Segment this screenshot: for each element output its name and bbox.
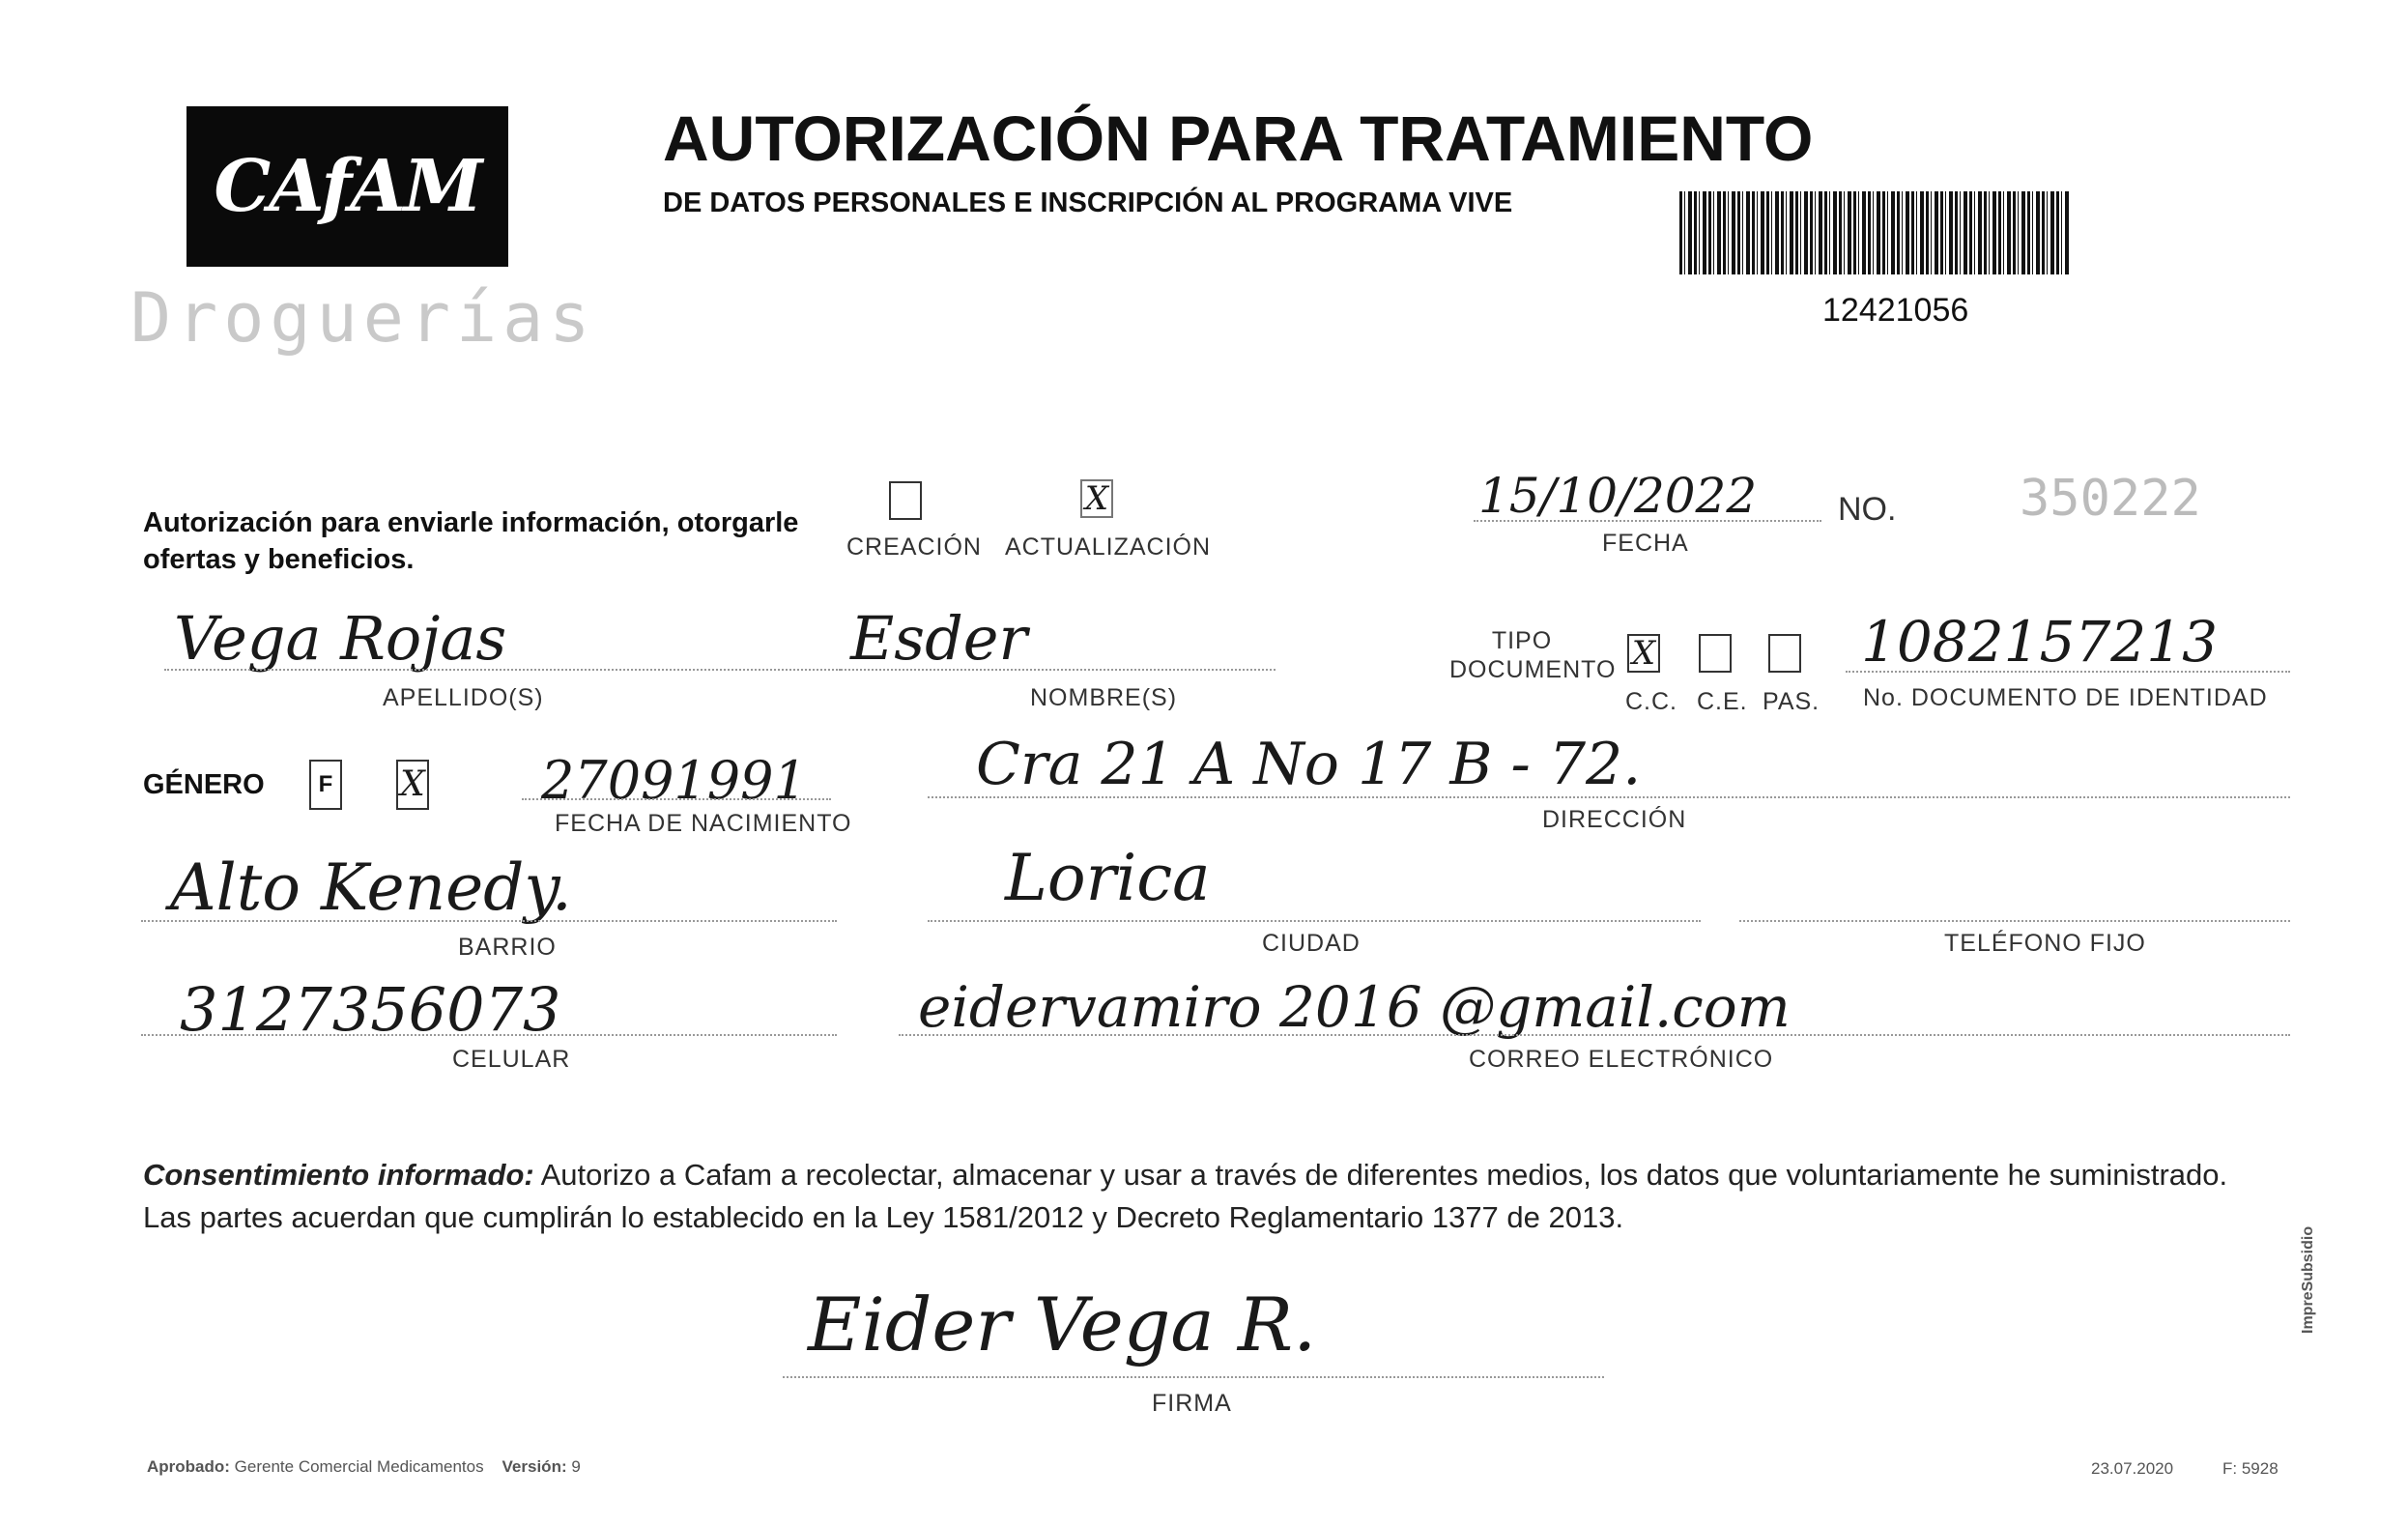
fecha-value[interactable]: 15/10/2022 — [1478, 468, 1758, 524]
barrio-label: BARRIO — [458, 934, 557, 961]
documento-value[interactable]: 1082157213 — [1861, 609, 2219, 675]
genero-m-checkbox[interactable] — [396, 760, 429, 810]
fecha-label: FECHA — [1602, 530, 1689, 557]
actualizacion-mark: X — [1084, 479, 1109, 518]
apellidos-line — [164, 669, 841, 671]
correo-value[interactable]: eidervamiro 2016 @gmail.com — [918, 974, 1791, 1040]
direccion-line — [928, 796, 2290, 798]
signature-line — [783, 1376, 1604, 1378]
celular-label: CELULAR — [452, 1046, 571, 1073]
consent-text: Autorizo a Cafam a recolectar, almacenar y usar a través de diferentes medios, los datos que voluntariamente he suministrado. Las partes acuerdan que cumplirán lo establecido en la Ley 1581/2012 y Decreto Reglamentario 1377 de 2013. — [143, 1158, 2228, 1234]
barcode-number: 12421056 — [1822, 292, 1969, 329]
nacimiento-line — [522, 798, 831, 800]
documento-line — [1846, 671, 2290, 673]
no-value: 350222 — [2020, 470, 2201, 528]
no-label: NO. — [1838, 491, 1897, 528]
barrio-line — [141, 920, 837, 922]
ce-label: C.E. — [1697, 688, 1748, 715]
logo-subtitle: Droguerías — [130, 278, 596, 358]
footer-date: 23.07.2020 — [2091, 1459, 2174, 1478]
form-subtitle: DE DATOS PERSONALES E INSCRIPCIÓN AL PROGRAMA VIVE — [663, 187, 1513, 218]
cc-checkbox[interactable] — [1627, 634, 1660, 673]
ciudad-line — [928, 920, 1701, 922]
apellidos-label: APELLIDO(S) — [383, 684, 544, 711]
footer-form-code: F: 5928 — [2222, 1459, 2279, 1478]
signature-value[interactable]: Eider Vega R. — [808, 1281, 1317, 1368]
celular-value[interactable]: 3127356073 — [180, 974, 561, 1045]
actualizacion-checkbox[interactable] — [1080, 479, 1113, 518]
celular-line — [141, 1034, 837, 1036]
pas-checkbox[interactable] — [1768, 634, 1801, 673]
fecha-line — [1474, 520, 1821, 522]
direccion-label: DIRECCIÓN — [1542, 806, 1687, 833]
correo-label: CORREO ELECTRÓNICO — [1469, 1046, 1774, 1073]
telefono-line[interactable] — [1739, 920, 2290, 922]
genero-f-checkbox[interactable] — [309, 760, 342, 810]
footer-aprobado — [147, 1457, 581, 1477]
actualizacion-label: ACTUALIZACIÓN — [1005, 533, 1212, 561]
genero-f-label: F — [318, 771, 333, 797]
version-label: Versión: — [502, 1457, 567, 1476]
nombres-label: NOMBRE(S) — [1030, 684, 1178, 711]
ce-checkbox[interactable] — [1699, 634, 1732, 673]
signature-label: FIRMA — [1152, 1390, 1232, 1417]
nacimiento-label: FECHA DE NACIMIENTO — [555, 810, 852, 837]
aprobado-value: Gerente Comercial Medicamentos — [234, 1457, 484, 1476]
cc-label: C.C. — [1625, 688, 1677, 715]
footer-side-text: ImpreSubsidio — [2300, 1225, 2316, 1334]
nombres-line — [841, 669, 1276, 671]
cafam-logo — [186, 106, 508, 267]
consent-heading: Consentimiento informado: — [143, 1158, 534, 1192]
documento-label: No. DOCUMENTO DE IDENTIDAD — [1863, 684, 2268, 711]
genero-m-mark: X — [400, 764, 425, 804]
apellidos-value[interactable]: Vega Rojas — [174, 603, 507, 674]
intro-text: Autorización para enviarle información, otorgarle ofertas y beneficios. — [143, 507, 799, 575]
genero-label: GÉNERO — [143, 769, 265, 800]
version-value: 9 — [571, 1457, 581, 1476]
tipo-documento-label: TIPO DOCUMENTO — [1449, 627, 1617, 683]
telefono-label: TELÉFONO FIJO — [1944, 930, 2146, 957]
creacion-checkbox[interactable] — [889, 481, 922, 520]
nacimiento-value[interactable]: 27091991 — [541, 750, 807, 811]
creacion-label: CREACIÓN — [846, 533, 982, 561]
consent-block — [143, 1154, 2279, 1239]
logo-text: CAfAM — [214, 145, 481, 228]
ciudad-value[interactable]: Lorica — [1005, 841, 1211, 915]
correo-line — [899, 1034, 2290, 1036]
pas-label: PAS. — [1763, 688, 1820, 715]
aprobado-label: Aprobado: — [147, 1457, 230, 1476]
cc-mark: X — [1631, 634, 1656, 673]
barcode — [1679, 191, 2070, 274]
barrio-value[interactable]: Alto Kenedy. — [170, 850, 572, 925]
nombres-value[interactable]: Esder — [850, 603, 1028, 674]
form-title: AUTORIZACIÓN PARA TRATAMIENTO — [663, 102, 1814, 174]
ciudad-label: CIUDAD — [1262, 930, 1361, 957]
direccion-value[interactable]: Cra 21 A No 17 B - 72. — [976, 731, 1642, 798]
